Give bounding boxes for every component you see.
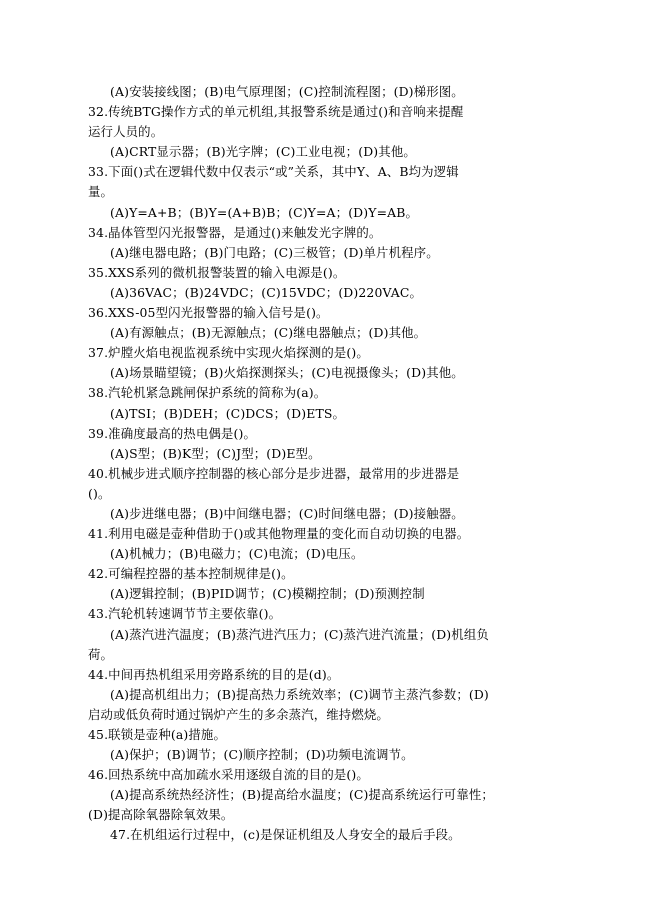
text-line: 43.汽轮机转速调节节主要依靠()。 [88, 606, 282, 622]
text-line: 运行人员的。 [88, 124, 164, 140]
text-line: (A)逻辑控制；(B)PID调节；(C)模糊控制；(D)预测控制 [110, 586, 425, 602]
text-line: (A)场景瞄望镜；(B)火焰探测探头；(C)电视摄像头；(D)其他。 [110, 365, 464, 381]
text-line: (A)安装接线图；(B)电气原理图；(C)控制流程图；(D)梯形图。 [110, 84, 464, 99]
text-line: 35.XXS系列的微机报警装置的输入电源是()。 [88, 264, 346, 280]
text-line: (A)提高机组出力；(B)提高热力系统效率；(C)调节主蒸汽参数；(D) [110, 686, 489, 702]
text-line: 46.回热系统中高加疏水采用逐级自流的目的是()。 [88, 767, 369, 783]
text-line: (A)S型；(B)K型；(C)J型；(D)E型。 [110, 445, 321, 461]
text-line: (A)36VAC；(B)24VDC；(C)15VDC；(D)220VAC。 [110, 284, 422, 300]
text-line: 45.联锁是壶种(a)措施。 [88, 727, 226, 742]
text-line: ()。 [88, 485, 111, 501]
text-line: 32.传统BTG操作方式的单元机组,其报警系统是通过()和音响来提醒 [88, 104, 464, 120]
text-line: (A)Y=A+B；(B)Y=(A+B)B；(C)Y=A；(D)Y=AB。 [110, 204, 418, 220]
text-line: 44.中间再热机组采用旁路系统的目的是(d)。 [88, 666, 340, 682]
text-line: 38.汽轮机紧急跳闸保护系统的简称为(a)。 [88, 385, 327, 401]
text-line: 启动或低负荷时通过锅炉产生的多余蒸汽，维持燃烧。 [88, 706, 389, 722]
text-line: (A)机械力；(B)电磁力；(C)电流；(D)电压。 [110, 546, 364, 562]
text-line: 41.利用电磁是壶种借助于()或其他物理量的变化而自动切换的电器。 [88, 526, 470, 542]
text-line: 39.准确度最高的热电偶是()。 [88, 425, 257, 441]
text-line: (A)TSI；(B)DEH；(C)DCS；(D)ETS。 [110, 405, 346, 421]
document-body [88, 82, 558, 846]
text-line: (A)CRT显示器；(B)光字牌；(C)工业电视；(D)其他。 [110, 144, 416, 160]
text-line: (A)有源触点；(B)无源触点；(C)继电器触点；(D)其他。 [110, 325, 427, 341]
text-line: 荷。 [88, 646, 114, 662]
text-line: 量。 [88, 184, 114, 200]
text-line: (A)蒸汽进汽温度；(B)蒸汽进汽压力；(C)蒸汽进汽流量；(D)机组负 [110, 626, 489, 642]
text-line: (A)保护；(B)调节；(C)顺序控制；(D)功频电流调节。 [110, 747, 414, 763]
text-line: 36.XXS-05型闪光报警器的输入信号是()。 [88, 305, 329, 321]
text-line: (A)步进继电器；(B)中间继电器；(C)时间继电器；(D)接触器。 [110, 505, 464, 521]
text-line: (A)提高系统热经济性；(B)提高给水温度；(C)提高系统运行可靠性； [110, 787, 494, 803]
text-line: 37.炉膛火焰电视监视系统中实现火焰探测的是()。 [88, 345, 369, 361]
text-line: 40.机械步进式顺序控制器的核心部分是步进器，最常用的步进器是 [88, 465, 460, 481]
text-line: 47.在机组运行过程中，(c)是保证机组及人身安全的最后手段。 [110, 827, 461, 843]
text-line: (A)继电器电路；(B)门电路；(C)三极管；(D)单片机程序。 [110, 244, 439, 260]
text-line: 42.可编程控器的基本控制规律是()。 [88, 566, 294, 582]
text-line: 34.晶体管型闪光报警器，是通过()来触发光字牌的。 [88, 224, 382, 240]
text-line: 33.下面()式在逻辑代数中仅表示“或”关系，其中Y、A、B均为逻辑 [88, 164, 459, 180]
text-line: (D)提高除氧器除氧效果。 [88, 807, 234, 823]
